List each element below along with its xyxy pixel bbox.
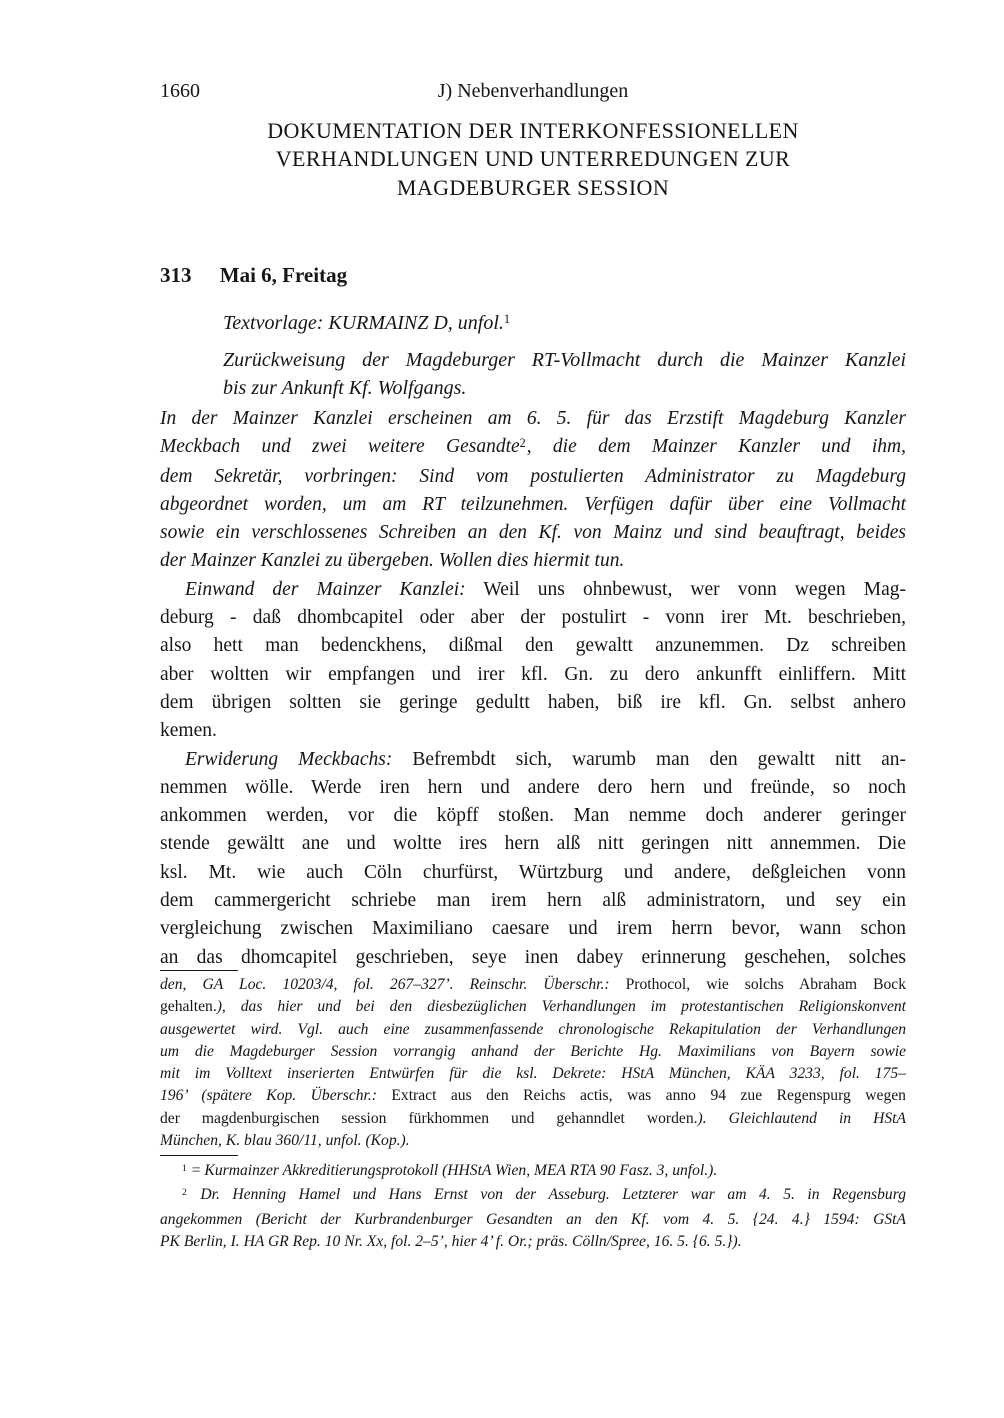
text-run: Textvorlage: KURMAINZ D, unfol. <box>223 312 504 334</box>
text-run: um die Magdeburger Session vorrangig anhand der Berichte Hg. Maximilians von Bayern sowie <box>160 1042 906 1060</box>
entry-number: 313 <box>160 263 192 287</box>
text-run: = <box>187 1162 205 1179</box>
text-line <box>160 433 906 462</box>
text-run: ausgewertet wird. Vgl. auch eine zusammenfassende chronologische Rekapitulation der Verhandlungen <box>160 1020 906 1038</box>
body-paragraph <box>160 576 906 746</box>
text-run: mit im Volltext inserierten Entwürfen für die ksl. Dekrete: HStA München, KÄA 3233, fol. 175– <box>160 1065 906 1083</box>
body-paragraph <box>160 405 906 576</box>
text-line <box>160 887 906 915</box>
footnote-continuation <box>160 974 906 1152</box>
text-run: , die dem Mainzer Kanzler und ihm, <box>526 436 906 458</box>
text-run: 196’ (spätere Kop. Überschr.: <box>160 1087 392 1105</box>
text-run: gehalten. <box>160 998 217 1016</box>
text-run: kemen. <box>160 720 217 742</box>
text-run: ), das hier und bei den diesbezüglichen Verhandlungen im protestantischen Religionskonvent <box>216 998 906 1016</box>
text-line <box>160 774 906 802</box>
footnote-marker: 1 <box>182 1162 187 1174</box>
text-line <box>160 830 906 858</box>
text-line <box>160 717 906 745</box>
text-run: abgeordnet worden, um am RT teilzunehmen. Verfügen dafür über eine Vollmacht <box>160 493 906 515</box>
text-line <box>160 746 906 774</box>
text-line <box>160 1184 906 1208</box>
text-line <box>160 1019 906 1041</box>
running-head: J) Nebenverhandlungen <box>437 80 629 102</box>
footnote-marker: 2 <box>182 1186 187 1198</box>
text-line <box>160 974 906 996</box>
text-run: nemmen wölle. Werde iren hern und andere dero hern und freünde, so noch <box>160 776 906 798</box>
text-line <box>160 944 906 972</box>
text-line <box>160 491 906 519</box>
footnote-list <box>160 1160 906 1253</box>
entry-heading <box>160 263 906 288</box>
entry-date: Mai 6, Freitag <box>219 263 348 287</box>
text-run: sowie ein verschlossenes Schreiben an den Kf. von Mainz und sind beauftragt, beides <box>160 522 906 544</box>
text-line <box>160 859 906 887</box>
text-run: dem übrigen soltten sie geringe gedultt haben, biß ire kfl. Gn. selbst anhero <box>160 691 906 713</box>
text-line <box>160 1108 906 1130</box>
text-run: dem Sekretär, vorbringen: Sind vom postulierten Administrator zu Magdeburg <box>160 465 906 487</box>
text-run: München, K. blau 360/11, unfol. (Kop.). <box>160 1132 410 1150</box>
text-line <box>160 689 906 717</box>
footnote-separator <box>160 970 238 971</box>
text-run: der Mainzer Kanzlei zu übergeben. Wollen dies hiermit tun. <box>160 550 625 572</box>
footnote-marker: 1 <box>503 312 511 327</box>
text-line <box>160 996 906 1018</box>
text-run: an das dhomcapitel geschrieben, seye inen dabey erinnerung geschehen, solches <box>160 946 906 968</box>
section-title <box>160 117 906 202</box>
text-run: vergleichung zwischen Maximiliano caesare und irem herrn bevor, wann schon <box>160 918 906 940</box>
source-note <box>223 309 906 339</box>
text-run: Einwand der Mainzer Kanzlei: <box>185 578 466 600</box>
text-run: der magdenburgischen session fürkhommen und gehanndlet worden. <box>160 1109 698 1127</box>
text-line <box>223 346 906 374</box>
text-line <box>160 576 906 604</box>
text-line <box>160 463 906 491</box>
footnote-2 <box>160 1184 906 1253</box>
text-run: Dr. Henning Hamel und Hans Ernst von der Asseburg. Letzterer war am 4. 5. in Regensburg <box>187 1186 906 1204</box>
text-run: bis zur Ankunft Kf. Wolfgangs. <box>223 377 467 400</box>
body-paragraph <box>160 746 906 972</box>
text-line <box>160 915 906 943</box>
text-run: also hett man bedenckhens, dißmal den gewaltt anzunemmen. Dz schreiben <box>160 635 906 657</box>
text-run: ksl. Mt. wie auch Cöln churfürst, Würtzburg und andere, deßgleichen vonn <box>160 861 906 883</box>
text-line <box>160 1231 906 1253</box>
text-run: Meckbach und zwei weitere Gesandte <box>160 436 520 458</box>
text-run: PK Berlin, I. HA GR Rep. 10 Nr. Xx, fol. 2–5’, hier 4’ f. Or.; präs. Cölln/Spree, 16. 5. {6. 5.}). <box>160 1232 742 1250</box>
text-run: Prothocol, wie solchs Abraham Bock <box>625 976 906 993</box>
text-run: dem cammergericht schriebe man irem hern alß administratorn, und sey ein <box>160 890 906 912</box>
footnote-marker: 2 <box>519 435 526 450</box>
text-line <box>160 1041 906 1063</box>
text-run: Erwiderung Meckbachs: <box>185 748 393 770</box>
text-run: den, GA Loc. 10203/4, fol. 267–327’. Reinschr. Überschr.: <box>160 976 626 993</box>
text-run: Zurückweisung der Magdeburger RT-Vollmacht durch die Mainzer Kanzlei <box>223 349 906 371</box>
text-run: Befrembdt sich, warumb man den gewaltt nitt an- <box>392 748 906 770</box>
text-run: In der Mainzer Kanzlei erscheinen am 6. 5. für das Erzstift Magdeburg Kanzler <box>160 408 906 429</box>
text-line <box>160 1160 906 1184</box>
page-number: 1660 <box>160 80 200 102</box>
text-line <box>160 632 906 660</box>
text-line <box>223 309 906 339</box>
text-run: ). Gleichlautend in HStA <box>697 1109 907 1127</box>
text-line <box>160 1209 906 1231</box>
text-line <box>160 547 906 575</box>
text-line <box>160 661 906 689</box>
body-text <box>160 405 906 972</box>
text-line <box>160 405 906 433</box>
text-line <box>160 519 906 547</box>
text-run: ankommen werden, vor die köpff stoßen. Man nemme doch anderer geringer <box>160 805 906 827</box>
text-run: stende gewältt ane und woltte ires hern alß nitt geringen nitt annemmen. Die <box>160 833 906 855</box>
footnote-1 <box>160 1160 906 1184</box>
entry-summary <box>223 346 906 403</box>
text-line <box>160 1085 906 1107</box>
footnote-separator <box>160 1155 238 1156</box>
text-run: Extract aus den Reichs actis, was anno 94 zue Regenspurg wegen <box>391 1087 906 1105</box>
section-title-line: VERHANDLUNGEN UND UNTERREDUNGEN ZUR <box>275 146 791 172</box>
text-run: angekommen (Bericht der Kurbrandenburger Gesandten an den Kf. vom 4. 5. {24. 4.} 1594: GStA <box>160 1210 906 1228</box>
text-run: Weil uns ohnbewust, wer vonn wegen Mag- <box>465 578 906 600</box>
text-line <box>160 604 906 632</box>
text-line <box>160 802 906 830</box>
text-line <box>160 1063 906 1085</box>
text-line <box>160 1130 906 1152</box>
section-title-line: MAGDEBURGER SESSION <box>396 174 670 200</box>
text-run: deburg - daß dhombcapitel oder aber der postulirt - vonn irer Mt. beschrieben, <box>160 607 906 629</box>
text-run: aber woltten wir empfangen und irer kfl. Gn. zu dero ankunfft einliffern. Mitt <box>160 663 906 685</box>
text-run: Kurmainzer Akkreditierungsprotokoll (HHStA Wien, MEA RTA 90 Fasz. 3, unfol.). <box>204 1162 718 1179</box>
section-title-line: DOKUMENTATION DER INTERKONFESSIONELLEN <box>267 118 799 143</box>
text-line <box>223 374 906 402</box>
